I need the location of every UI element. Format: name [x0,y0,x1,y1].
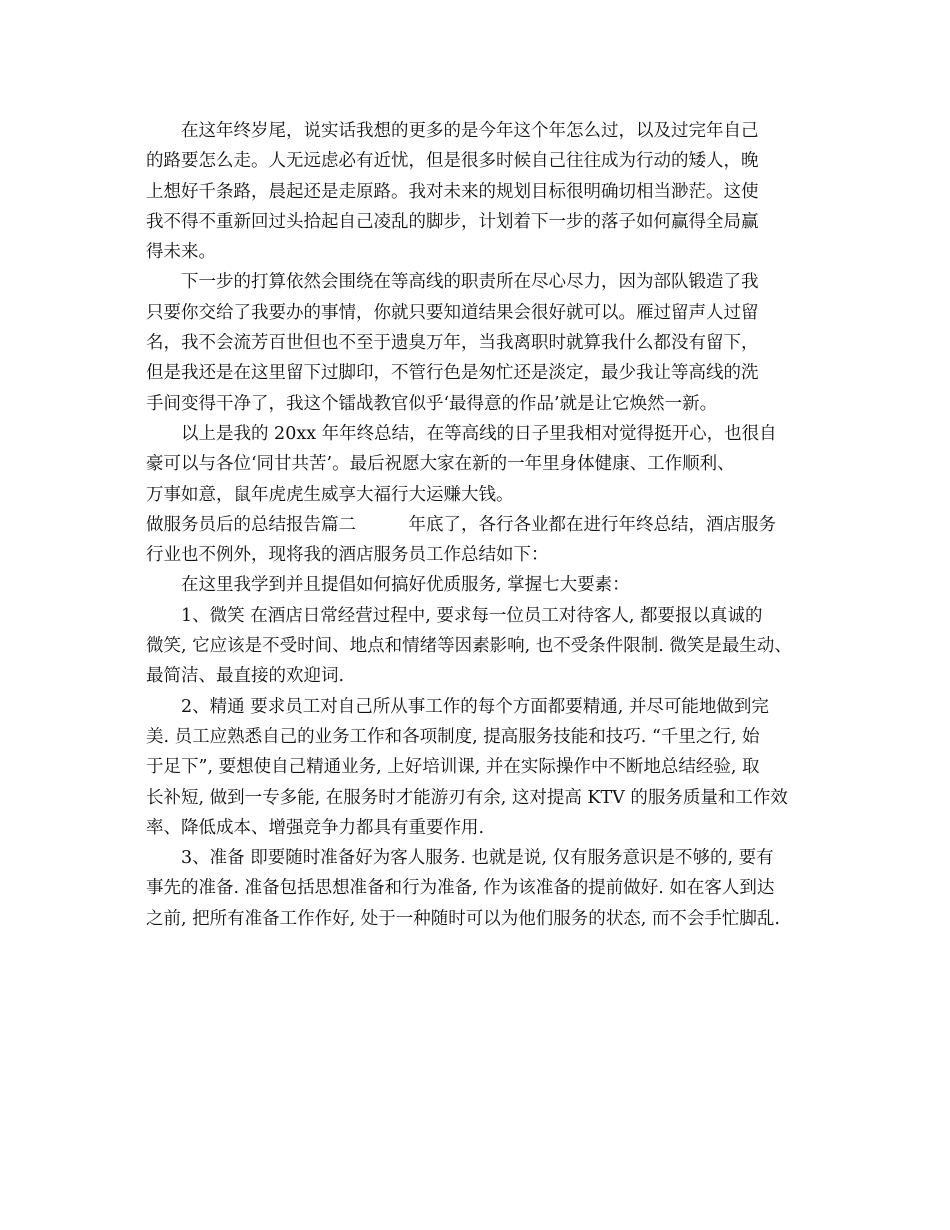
text-line: 率、降低成本、增强竞争力都具有重要作用. [146,817,485,838]
text-line: 美. 员工应熟悉自己的业务工作和各项制度, 提高服务技能和技巧. “千里之行, 始 [146,726,760,747]
document-body [146,116,826,934]
section-heading-line: 做服务员后的总结报告篇二 年底了，各行各业都在进行年终总结，酒店服务 [146,514,776,535]
text-line: 于足下”, 要想使自己精通业务, 上好培训课, 并在实际操作中不断地总结经验, 取 [146,757,760,778]
text-line: 豪可以与各位‘同甘共苦’。最后祝愿大家在新的一年里身体健康、工作顺利、 [146,454,735,475]
text-line: 在这里我学到并且提倡如何搞好优质服务, 掌握七大要素： [146,575,630,596]
text-line: 事先的准备. 准备包括思想准备和行为准备, 作为该准备的提前做好. 如在客人到达 [146,878,775,899]
text-line: 之前, 把所有准备工作作好, 处于一种随时可以为他们服务的状态, 而不会手忙脚乱. [146,908,780,929]
text-line: 以上是我的 20xx 年年终总结，在等高线的日子里我相对觉得挺开心，也很自 [146,423,777,444]
text-line: 万事如意，鼠年虎虎生威享大福行大运赚大钱。 [146,484,514,505]
text-line: 3、准备 即要随时准备好为客人服务. 也就是说, 仅有服务意识是不够的, 要有 [146,848,774,869]
text-line: 上想好千条路，晨起还是走原路。我对未来的规划目标很明确切相当渺茫。这使 [146,181,759,202]
text-line: 的路要怎么走。人无远虑必有近忧，但是很多时候自己往往成为行动的矮人，晚 [146,151,759,172]
text-line: 得未来。 [146,242,216,263]
text-line: 1、微笑 在酒店日常经营过程中, 要求每一位员工对待客人, 都要报以真诚的 [146,605,763,626]
text-line: 我不得不重新回过头拾起自己凌乱的脚步，计划着下一步的落子如何赢得全局赢 [146,211,759,232]
text-line: 行业也不例外，现将我的酒店服务员工作总结如下： [146,545,549,566]
text-line: 下一步的打算依然会围绕在等高线的职责所在尽心尽力，因为部队锻造了我 [146,272,759,293]
text-line: 最简洁、最直接的欢迎词. [146,666,345,687]
text-line: 长补短, 做到一专多能, 在服务时才能游刃有余, 这对提高 KTV 的服务质量和工作效 [146,787,788,808]
text-line: 只要你交给了我要办的事情，你就只要知道结果会很好就可以。雁过留声人过留 [146,302,759,323]
text-line: 2、精通 要求员工对自己所从事工作的每个方面都要精通, 并尽可能地做到完 [146,696,769,717]
text-line: 手间变得干净了，我这个镭战教官似乎‘最得意的作品’就是让它焕然一新。 [146,393,718,414]
text-line: 在这年终岁尾，说实话我想的更多的是今年这个年怎么过，以及过完年自己 [146,121,759,141]
text-line: 微笑, 它应该是不受时间、地点和情绪等因素影响, 也不受条件限制. 微笑是最生动、 [146,636,792,657]
text-line: 但是我还是在这里留下过脚印，不管行色是匆忙还是淡定，最少我让等高线的洗 [146,363,759,384]
text-line: 名，我不会流芳百世但也不至于遗臭万年，当我离职时就算我什么都没有留下， [146,333,759,354]
